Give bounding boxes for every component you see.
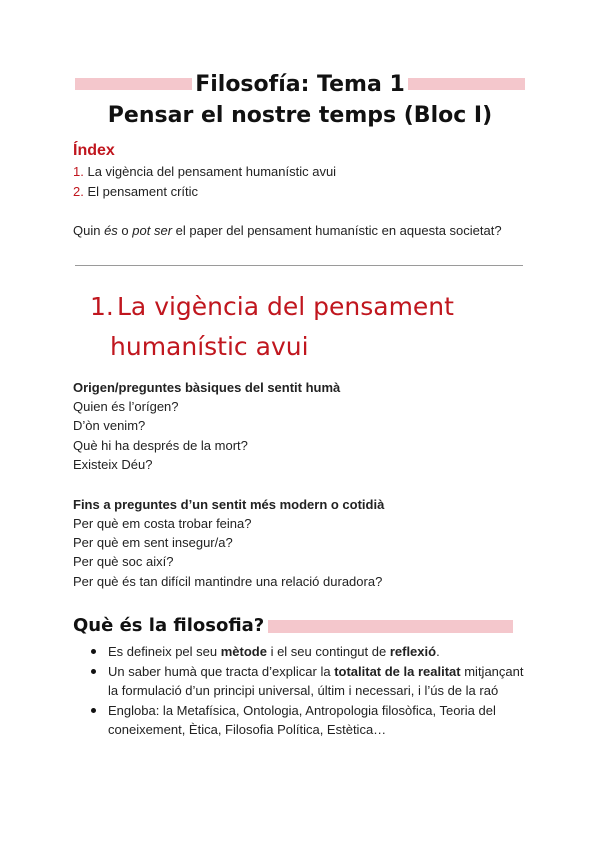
bullet-text: Un saber humà que tracta d’explicar la (108, 663, 335, 679)
block1-heading: Origen/preguntes bàsiques del sentit humà (73, 380, 341, 395)
section2-heading-wrap (73, 615, 513, 641)
block2-line: Per què soc així? (73, 554, 174, 569)
page-title (0, 72, 600, 97)
section1-title-line1: La vigència del pensament (117, 292, 454, 321)
index-item-number: 2. (73, 184, 84, 199)
bullet-bold: reflexió (389, 644, 437, 659)
bullet-icon (91, 649, 96, 654)
page-subtitle: Pensar el nostre temps (Bloc I) (107, 103, 493, 128)
bullet-bold: totalitat de la realitat (334, 663, 461, 679)
index-item-number: 1. (73, 164, 84, 179)
index-item-label: La vigència del pensament humanístic avui (87, 164, 337, 179)
bullet-text: mitjançant la formulació d’un principi universal, últim i necessari, i l’ús de la raó (108, 663, 524, 698)
block1-line: D’òn venim? (73, 418, 146, 433)
question-text: el paper del pensament humanístic en aquesta societat? (172, 223, 502, 238)
list-item (88, 701, 528, 740)
bullet-icon (91, 708, 96, 713)
bullet-icon (91, 669, 96, 674)
block1-line: Què hi ha després de la mort? (73, 438, 248, 453)
horizontal-divider (75, 265, 523, 266)
bullet-text: Engloba: la Metafísica, Ontologia, Antropologia filosòfica, Teoria del coneixement, Ètica, Filosofia Política, Estètica… (108, 702, 496, 737)
block2-line: Per què em costa trobar feina? (73, 516, 252, 531)
bullet-text: . (436, 644, 440, 659)
bullet-text: i el seu contingut de (266, 644, 390, 659)
block2-line: Per què és tan difícil mantindre una relació duradora? (73, 574, 383, 589)
section1-title-line2: humanístic avui (110, 332, 309, 361)
philosophy-bullet-list (88, 642, 528, 740)
section1-heading (90, 287, 510, 367)
index-item-1[interactable] (73, 164, 336, 179)
page-title-line1: Filosofía: Tema 1 (192, 72, 408, 97)
block1-line: Quien és l’orígen? (73, 399, 179, 414)
index-heading: Índex (73, 142, 115, 159)
block2-line: Per què em sent insegur/a? (73, 535, 233, 550)
question-text: o (117, 223, 133, 238)
index-item-label: El pensament crític (87, 184, 199, 199)
question-emphasis: pot ser (132, 223, 173, 238)
section1-number: 1. (90, 292, 114, 321)
list-item (88, 662, 528, 701)
index-item-2[interactable] (73, 184, 198, 199)
question-emphasis: és (104, 223, 118, 238)
block1-line: Existeix Déu? (73, 457, 153, 472)
question-text: Quin (73, 223, 105, 238)
bullet-bold: mètode (220, 644, 267, 659)
list-item (88, 642, 528, 662)
block2-heading: Fins a preguntes d’un sentit més modern o cotidià (73, 497, 385, 512)
bullet-text: Es defineix pel seu (108, 644, 221, 659)
guiding-question (73, 223, 502, 238)
section2-heading: Què és la filosofia? (73, 615, 268, 636)
